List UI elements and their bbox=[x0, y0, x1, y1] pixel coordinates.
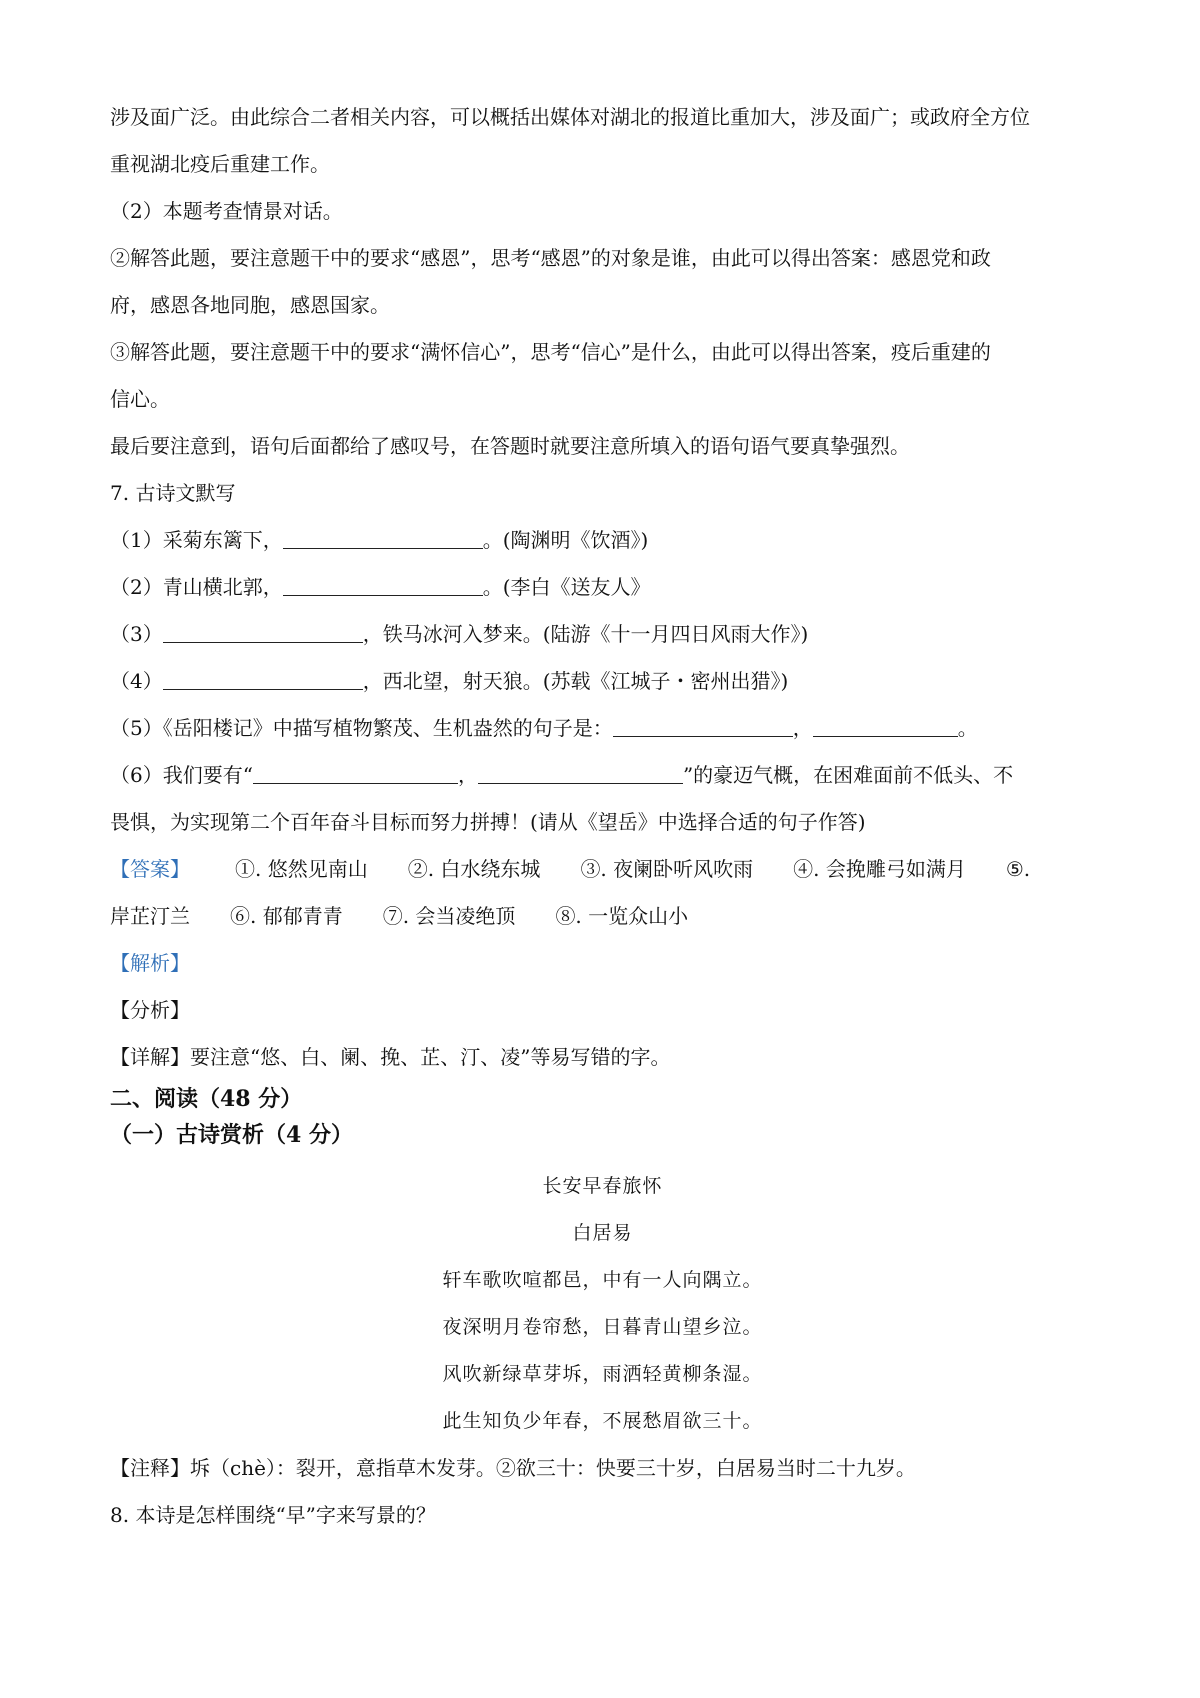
poem-line: 此生知负少年春，不展愁眉欲三十。 bbox=[442, 1410, 763, 1432]
answer-line bbox=[110, 846, 1095, 893]
poem-line: 轩车歌吹喧都邑，中有一人向隅立。 bbox=[442, 1269, 763, 1291]
paragraph-line: 府，感恩各地同胞，感恩国家。 bbox=[110, 293, 390, 317]
answer-item: ①. 悠然见南山 bbox=[235, 857, 368, 881]
item-text: （1）采菊东篱下， bbox=[110, 528, 283, 552]
section-heading: 二、阅读（48 分） bbox=[110, 1086, 303, 1112]
item-text: ”的豪迈气概，在困难面前不低头、不 bbox=[682, 763, 1014, 787]
paragraph-line: 信心。 bbox=[110, 387, 170, 411]
question-7-item-6 bbox=[110, 752, 1095, 799]
question-7-item-3 bbox=[110, 611, 1095, 658]
item-text: （6）我们要有“ bbox=[110, 763, 253, 787]
item-text: （3） bbox=[110, 622, 163, 646]
item-text: （5）《岳阳楼记》中描写植物繁茂、生机盎然的句子是： bbox=[110, 716, 613, 740]
answer-line-2 bbox=[110, 893, 1095, 940]
answer-blank bbox=[813, 714, 958, 737]
xiangjie-line bbox=[110, 1034, 1095, 1081]
answer-blank bbox=[163, 620, 363, 643]
answer-item: ③. 夜阑卧听风吹雨 bbox=[580, 857, 754, 881]
answer-blank bbox=[478, 761, 683, 784]
paragraph-line: 最后要注意到，语句后面都给了感叹号，在答题时就要注意所填入的语句语气要真挚强烈。 bbox=[110, 434, 910, 458]
item-separator: ， bbox=[792, 716, 813, 740]
answer-label: 【答案】 bbox=[110, 857, 190, 881]
answer-blank bbox=[613, 714, 793, 737]
paragraph-line: （2）本题考查情景对话。 bbox=[110, 199, 343, 223]
question-7-item-2 bbox=[110, 564, 1095, 611]
note-label: 【注释】 bbox=[110, 1456, 190, 1480]
answer-item: ②. 白水绕东城 bbox=[407, 857, 541, 881]
item-text: （2）青山横北郭， bbox=[110, 575, 283, 599]
subsection-heading: （一）古诗赏析（4 分） bbox=[110, 1122, 353, 1148]
document-content bbox=[110, 94, 1095, 1539]
question-7-item-1 bbox=[110, 517, 1095, 564]
item-end: 。 bbox=[957, 716, 978, 740]
answer-item: 岸芷汀兰 bbox=[110, 904, 190, 928]
item-separator: ， bbox=[457, 763, 478, 787]
paragraph-line: 涉及面广泛。由此综合二者相关内容，可以概括出媒体对湖北的报道比重加大，涉及面广；或政府全方位 bbox=[110, 105, 1030, 129]
answer-blank bbox=[253, 761, 458, 784]
fenxi-label: 【分析】 bbox=[110, 998, 190, 1022]
question-8: 8. 本诗是怎样围绕“早”字来写景的？ bbox=[110, 1503, 436, 1527]
answer-item-number: ⑤. bbox=[1005, 857, 1031, 881]
question-7-item-6-continued: 畏惧，为实现第二个百年奋斗目标而努力拼搏！(请从《望岳》中选择合适的句子作答) bbox=[110, 810, 866, 834]
xiangjie-label: 【详解】 bbox=[110, 1045, 190, 1069]
answer-blank bbox=[283, 526, 483, 549]
answer-item: ⑥. 郁郁青青 bbox=[230, 904, 343, 928]
analysis-label: 【解析】 bbox=[110, 951, 190, 975]
note-text: 坼（chè）：裂开，意指草木发芽。②欲三十：快要三十岁，白居易当时二十九岁。 bbox=[190, 1456, 916, 1480]
poem-line: 风吹新绿草芽坼，雨洒轻黄柳条湿。 bbox=[442, 1363, 763, 1385]
xiangjie-text: 要注意“悠、白、阑、挽、芷、汀、凌”等易写错的字。 bbox=[190, 1045, 671, 1069]
answer-item: ④. 会挽雕弓如满月 bbox=[793, 857, 966, 881]
note-line bbox=[110, 1445, 1095, 1492]
answer-item: ⑧. 一览众山小 bbox=[555, 904, 689, 928]
paragraph-line: ③解答此题，要注意题干中的要求“满怀信心”，思考“信心”是什么，由此可以得出答案，疫后重建的 bbox=[110, 340, 991, 364]
answer-blank bbox=[283, 573, 483, 596]
item-source: 。(李白《送友人》 bbox=[482, 575, 651, 599]
poem-author: 白居易 bbox=[572, 1222, 633, 1244]
item-source: ，西北望，射天狼。(苏载《江城子・密州出猎》) bbox=[362, 669, 789, 693]
item-source: 。(陶渊明《饮酒》) bbox=[482, 528, 649, 552]
item-text: （4） bbox=[110, 669, 163, 693]
poem-title: 长安早春旅怀 bbox=[542, 1175, 663, 1197]
item-source: ，铁马冰河入梦来。(陆游《十一月四日风雨大作》) bbox=[362, 622, 809, 646]
answer-item: ⑦. 会当凌绝顶 bbox=[382, 904, 516, 928]
paragraph-line: 重视湖北疫后重建工作。 bbox=[110, 152, 330, 176]
paragraph-line: ②解答此题，要注意题干中的要求“感恩”，思考“感恩”的对象是谁，由此可以得出答案：感恩党和政 bbox=[110, 246, 991, 270]
question-7-title: 7. 古诗文默写 bbox=[110, 481, 236, 505]
question-7-item-4 bbox=[110, 658, 1095, 705]
poem-line: 夜深明月卷帘愁，日暮青山望乡泣。 bbox=[442, 1316, 763, 1338]
question-7-item-5 bbox=[110, 705, 1095, 752]
answer-blank bbox=[163, 667, 363, 690]
